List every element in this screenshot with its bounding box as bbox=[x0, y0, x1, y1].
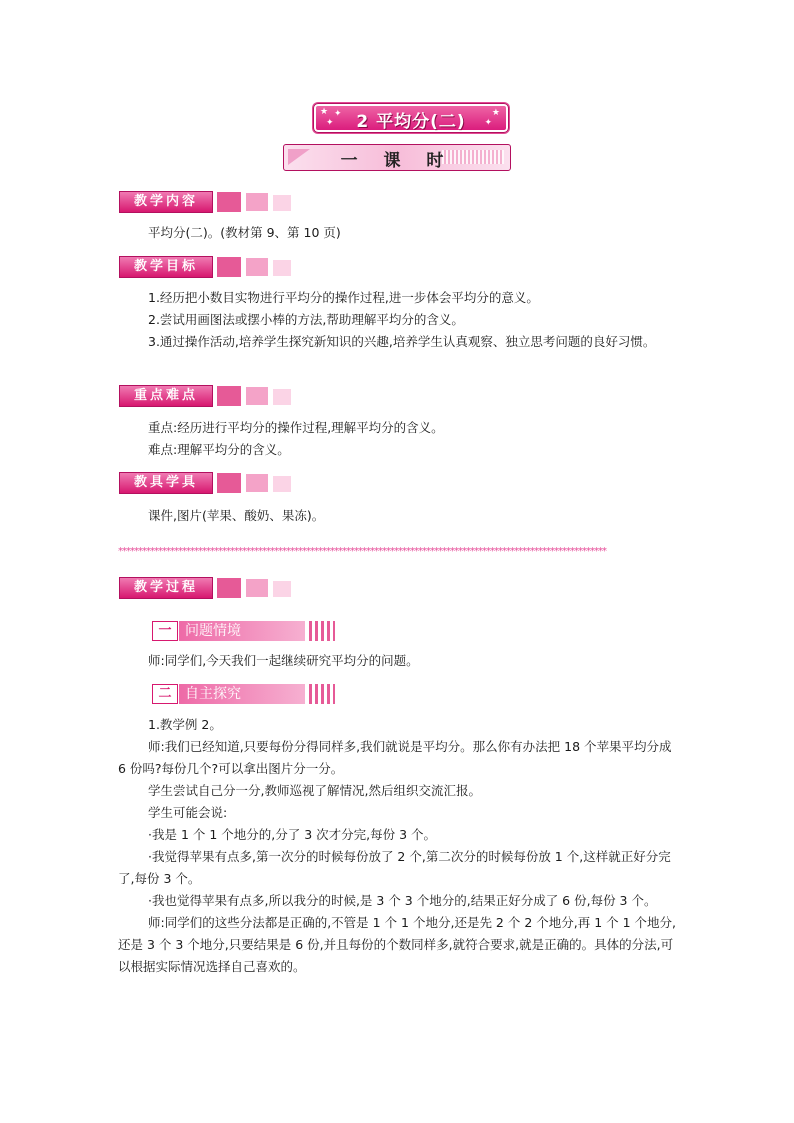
goals-list bbox=[118, 287, 678, 353]
square-decoration-icon bbox=[246, 387, 268, 405]
content-text: 平均分(二)。(教材第 9、第 10 页) bbox=[148, 225, 341, 240]
stripe-decoration bbox=[309, 684, 335, 704]
paragraph: ·我也觉得苹果有点多,所以我分的时候,是 3 个 3 个地分的,结果正好分成了 6 份,每份 3 个。 bbox=[148, 893, 657, 908]
section-label: 教具学具 bbox=[133, 475, 198, 490]
square-decoration-icon bbox=[273, 389, 291, 405]
star-icon: ★ bbox=[320, 107, 329, 117]
tools-text: 课件,图片(苹果、酸奶、果冻)。 bbox=[148, 508, 325, 523]
paragraph: 1.教学例 2。 bbox=[148, 717, 222, 732]
stripe-decoration bbox=[309, 621, 335, 641]
page-subtitle: 一 课 时 bbox=[340, 151, 454, 171]
step-number: 一 bbox=[152, 621, 178, 641]
difficulty-point: 难点:理解平均分的含义。 bbox=[148, 442, 290, 457]
square-decoration-icon bbox=[273, 195, 291, 211]
page-title: 2 平均分(二) bbox=[356, 112, 466, 132]
section-tag-keypoints bbox=[119, 385, 213, 407]
key-point: 重点:经历进行平均分的操作过程,理解平均分的含义。 bbox=[148, 420, 444, 435]
star-icon: ★ bbox=[491, 108, 500, 118]
step-label: 自主探究 bbox=[185, 686, 241, 702]
step-heading-2 bbox=[152, 684, 336, 704]
square-decoration-icon bbox=[273, 581, 291, 597]
step-bar bbox=[179, 684, 305, 704]
section-label: 教学目标 bbox=[133, 259, 198, 274]
star-icon: ✦ bbox=[334, 109, 342, 119]
subtitle-banner bbox=[283, 144, 511, 171]
goal-item: 3.通过操作活动,培养学生探究新知识的兴趣,培养学生认真观察、独立思考问题的良好习惯。 bbox=[148, 334, 656, 349]
section-tag-tools bbox=[119, 472, 213, 494]
square-decoration-icon bbox=[217, 386, 241, 406]
square-decoration-icon bbox=[273, 476, 291, 492]
section-tag-goals bbox=[119, 256, 213, 278]
square-decoration-icon bbox=[273, 260, 291, 276]
step-bar bbox=[179, 621, 305, 641]
title-banner bbox=[313, 103, 509, 133]
square-decoration-icon bbox=[217, 473, 241, 493]
paragraph: 师:同学们的这些分法都是正确的,不管是 1 个 1 个地分,还是先 2 个 2 个地分,再 1 个 1 个地分,还是 3 个 3 个地分,只要结果是 6 份,并且每份的个数同样多,就符合要求,就是正确的。具体的分法,可以根据实际情况选择自己喜欢的。 bbox=[118, 915, 677, 974]
star-icon: ✦ bbox=[484, 118, 492, 128]
keypoints-text bbox=[118, 417, 678, 461]
star-divider: ************************************************************************************************************************** bbox=[118, 546, 606, 557]
square-decoration-icon bbox=[217, 257, 241, 277]
step-heading-1 bbox=[152, 621, 336, 641]
square-decoration-icon bbox=[246, 474, 268, 492]
paragraph: 师:我们已经知道,只要每份分得同样多,我们就说是平均分。那么你有办法把 18 个苹果平均分成 6 份吗?每份几个?可以拿出图片分一分。 bbox=[118, 739, 672, 776]
section-label: 教学过程 bbox=[133, 580, 198, 595]
square-decoration-icon bbox=[246, 579, 268, 597]
paragraph: 学生尝试自己分一分,教师巡视了解情况,然后组织交流汇报。 bbox=[148, 783, 481, 798]
square-decoration-icon bbox=[246, 193, 268, 211]
square-decoration-icon bbox=[246, 258, 268, 276]
paragraph: ·我是 1 个 1 个地分的,分了 3 次才分完,每份 3 个。 bbox=[148, 827, 437, 842]
goal-item: 2.尝试用画图法或摆小棒的方法,帮助理解平均分的含义。 bbox=[148, 312, 464, 327]
section-tag-process bbox=[119, 577, 213, 599]
step-2-body bbox=[118, 714, 678, 978]
paragraph: 学生可能会说: bbox=[148, 805, 228, 820]
section-label: 教学内容 bbox=[133, 194, 198, 209]
goal-item: 1.经历把小数目实物进行平均分的操作过程,进一步体会平均分的意义。 bbox=[148, 290, 539, 305]
paragraph: ·我觉得苹果有点多,第一次分的时候每份放了 2 个,第二次分的时候每份放 1 个,这样就正好分完了,每份 3 个。 bbox=[118, 849, 671, 886]
step-number: 二 bbox=[152, 684, 178, 704]
section-tag-content bbox=[119, 191, 213, 213]
square-decoration-icon bbox=[217, 578, 241, 598]
step-label: 问题情境 bbox=[185, 623, 241, 639]
square-decoration-icon bbox=[217, 192, 241, 212]
star-icon: ✦ bbox=[326, 118, 334, 128]
step-1-text: 师:同学们,今天我们一起继续研究平均分的问题。 bbox=[148, 653, 419, 668]
section-label: 重点难点 bbox=[133, 388, 198, 403]
